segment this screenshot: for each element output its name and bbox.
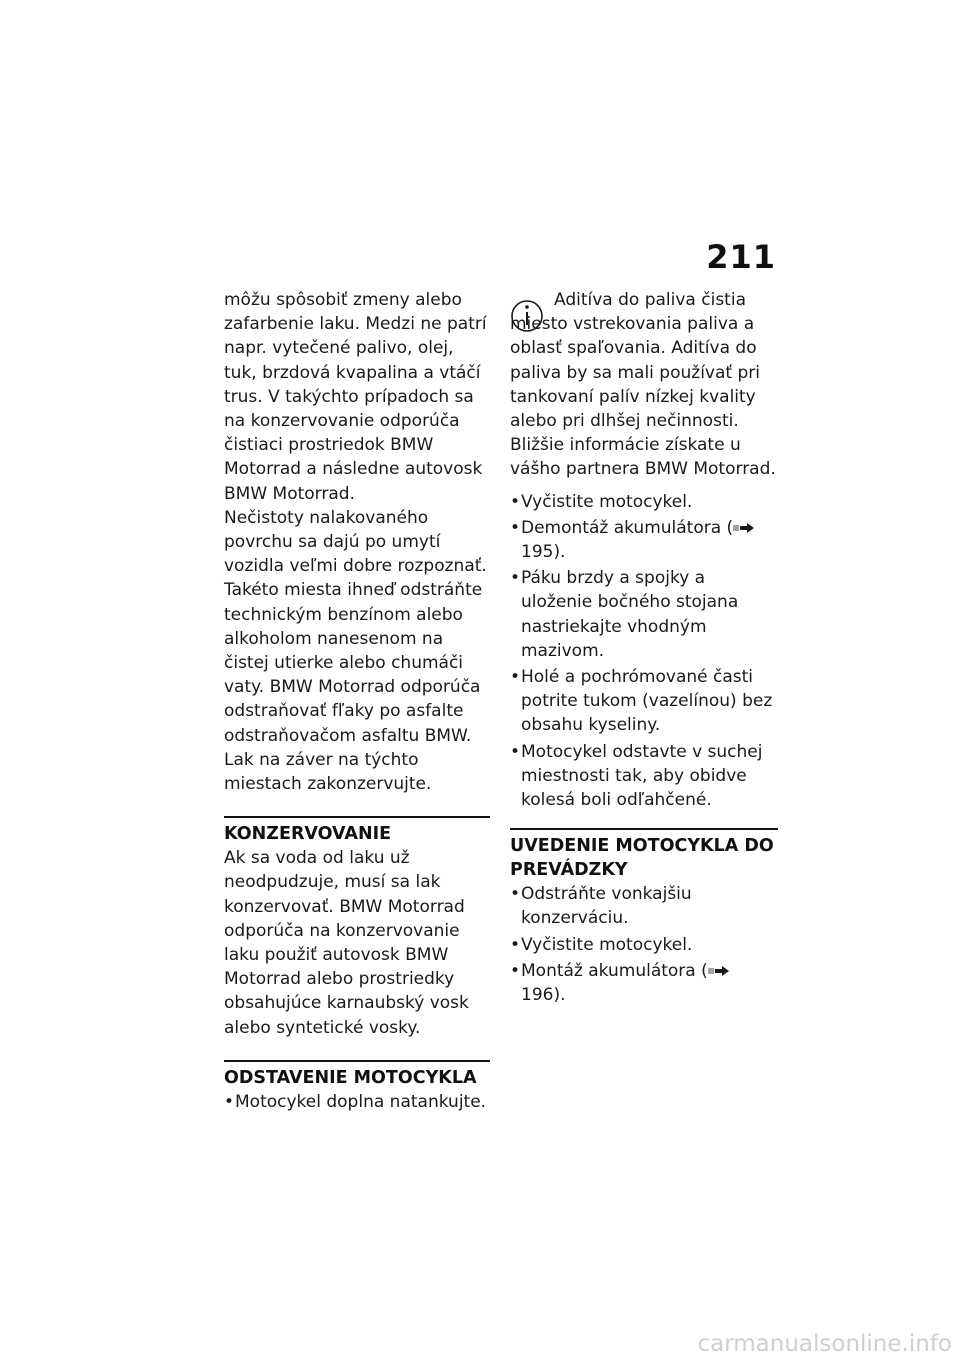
bullet-icon: • (510, 884, 521, 905)
section-heading-odstavenie: ODSTAVENIE MOTOCYKLA (224, 1067, 477, 1088)
konzervovanie-text: Ak sa voda od laku už neodpudzuje, musí sa lak konzervovať. BMW Motorrad odporúča na konzervovanie laku použiť autovosk BMW Motorrad alebo prostriedky obsahujúce karnaubský vosk alebo syntetické vosky. (224, 848, 469, 1038)
right-column (510, 288, 778, 1009)
footer-watermark: carmanualsonline.info (697, 1331, 952, 1357)
page-reference-arrow-icon (708, 965, 730, 977)
list-item: • Odstráňte vonkajšiu konzerváciu. (510, 884, 692, 929)
bullet-icon: • (510, 741, 521, 762)
list-item: • Montáž akumulátora ( 196). (510, 959, 778, 1007)
list-item: • Páku brzdy a spojky a uloženie bočného stojana nastriekajte vhodným mazivom. (510, 568, 739, 661)
list-item: • Motocykel doplna natankujte. (224, 1090, 490, 1114)
bullet-icon: • (510, 568, 521, 589)
odstavenie-list (224, 1090, 490, 1114)
section-heading-uvedenie: UVEDENIE MOTOCYKLA DO PREVÁDZKY (510, 836, 774, 881)
section-divider (224, 816, 490, 818)
list-item: • Vyčistite motocykel. (510, 933, 778, 957)
bullet-icon: • (510, 491, 521, 512)
section-heading-konzervovanie: KONZERVOVANIE (224, 824, 392, 845)
page-reference-arrow-icon (733, 522, 755, 534)
uvedenie-list (510, 882, 778, 1007)
page-number: 211 (706, 238, 776, 276)
info-note (510, 288, 778, 482)
bullet-icon: • (510, 934, 521, 955)
info-icon (510, 292, 544, 336)
intro-paragraph: môžu spôsobiť zmeny alebo zafarbenie laku. Medzi ne patrí napr. vytečené palivo, olej, tuk, brzdová kvapalina a vtáčí trus. V takýchto prípadoch sa na konzervovanie odporúča čistiaci prostriedok BMW Motorrad a následne autovosk BMW Motorrad. (224, 290, 487, 504)
left-column (224, 288, 490, 1116)
list-item: • Motocykel odstavte v suchej miestnosti tak, aby obidve kolesá boli odľahčené. (510, 741, 763, 811)
bullet-icon: • (510, 960, 521, 981)
cleaning-paragraph: Nečistoty nalakovaného povrchu sa dajú po umytí vozidla veľmi dobre rozpoznať. Takéto miesta ihneď odstráňte technickým benzínom alebo alkoholom nanesenom na čistej utierke alebo chumáči vaty. BMW Motorrad odporúča odstraňovať fľaky po asfalte odstraňovačom asfaltu BMW. Lak na záver na týchto miestach zakonzervujte. (224, 507, 487, 795)
info-note-text: Aditíva do paliva čistia miesto vstrekovania paliva a oblasť spaľovania. Aditíva do paliva by sa mali používať pri tankovaní palív nízkej kvality alebo pri dlhšej nečinnosti. Bližšie informácie získate u vášho partnera BMW Motorrad. (510, 290, 776, 480)
storage-steps-list (510, 490, 778, 813)
bullet-icon: • (224, 1091, 235, 1112)
list-item: • Demontáž akumulátora ( 195). (510, 516, 778, 564)
bullet-icon: • (510, 667, 521, 688)
page-reference[interactable]: 195 (521, 542, 554, 563)
bullet-icon: • (510, 517, 521, 538)
list-item: • Holé a pochrómované časti potrite tukom (vazelínou) bez obsahu kyseliny. (510, 667, 773, 736)
section-divider (224, 1060, 490, 1062)
page-reference[interactable]: 196 (521, 985, 554, 1006)
section-divider (510, 828, 778, 830)
list-item: • Vyčistite motocykel. (510, 490, 778, 514)
